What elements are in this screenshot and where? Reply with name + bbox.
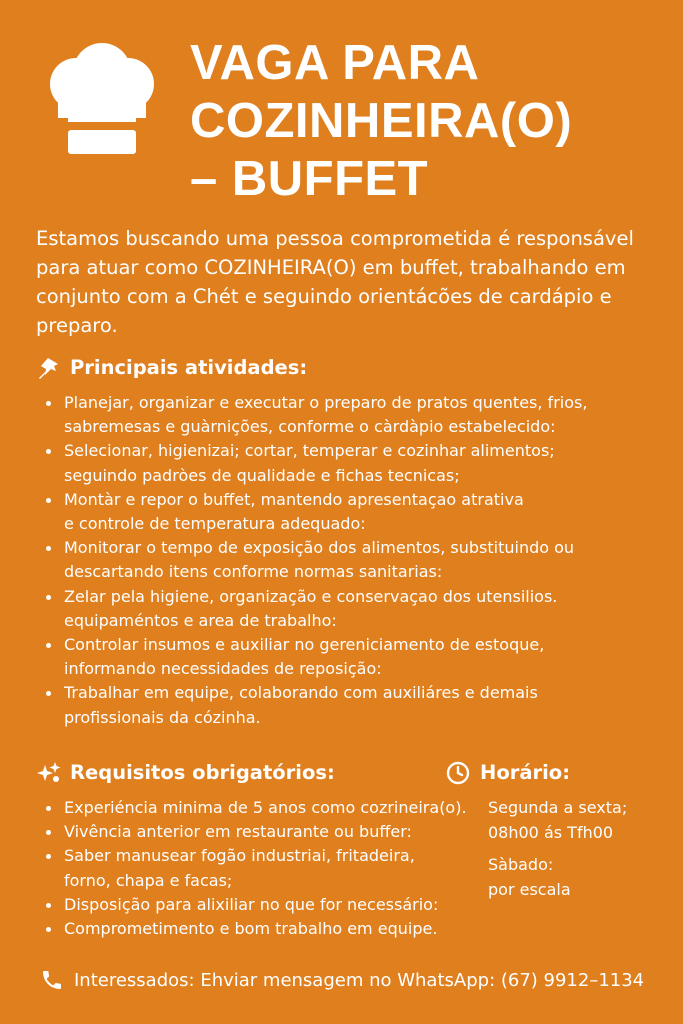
list-item [36,796,496,820]
intro-paragraph [36,224,656,340]
schedule-block [488,796,668,902]
list-item-text: seguindo padròes de qualidade e fichas tecnicas; [64,465,460,485]
intro-line: conjunto com a Chét e seguindo orientácões de cardápio e [36,285,612,308]
requirements-heading-label: Requisitos obrigatórios: [70,761,335,784]
list-item [36,536,666,584]
list-item-text: Vivência anterior em restaurante ou buffer: [64,822,412,842]
list-item-text: informando necessidades de reposição: [64,659,382,679]
contact-line [40,968,670,992]
list-item-text: descartando itens conforme normas sanitarias: [64,562,443,582]
list-item-text: Selecionar, higienizai; cortar, temperar e cozinhar alimentos; [64,441,555,461]
requirements-heading [36,761,335,785]
list-item-text: Planejar, organizar e executar o preparo de pratos quentes, frios, [64,393,588,412]
title-line-3: – BUFFET [190,152,429,206]
list-item-text: Disposição para alixiliar no que for necessário: [64,894,439,914]
clock-icon [446,761,472,785]
list-item [36,820,496,844]
list-item-text: Saber manusear fogão industriai, fritadeira, [64,846,415,866]
title-line-1: VAGA PARA [190,36,480,90]
activities-heading-label: Principais atividades: [70,356,308,379]
saturday-label: Sàbado: [488,855,554,874]
weekdays-hours: 08h00 ás Tfh00 [488,822,614,842]
intro-line: para atuar como COZINHEIRA(O) em buffet, trabalhando em [36,256,626,279]
list-item-text: Trabalhar em equipe, colaborando com auxiliáres e demais [64,683,538,703]
activities-list [36,391,666,730]
intro-line: preparo. [36,314,118,337]
schedule-heading-label: Horário: [480,761,570,784]
list-item-text: Zelar pela higiene, organização e conservaçao dos utensilios. [64,586,558,606]
list-item-text: profissionais da cózinha. [64,707,261,727]
list-item-text: forno, chapa e facas; [64,870,233,890]
saturday-hours: por escala [488,879,571,899]
list-item [36,633,666,681]
intro-line: Estamos buscando uma pessoa comprometida é responsável [36,227,634,250]
chef-hat-icon [40,40,164,164]
list-item-text: Experiéncia minima de 5 anos como cozrineira(o). [64,798,467,817]
list-item-text: Controlar insumos e auxiliar no gereniciamento de estoque, [64,635,545,655]
contact-text: Interessados: Ehviar mensagem no WhatsApp: (67) 9912–1134 [74,969,645,991]
list-item-text: Monitorar o tempo de exposição dos alimentos, substituindo ou [64,538,575,558]
weekdays-label: Segunda a sexta; [488,798,628,817]
list-item [36,439,666,487]
list-item [36,585,666,633]
list-item [36,844,496,892]
list-item-text: equipaméntos e area de trabalho: [64,610,337,630]
schedule-heading [446,761,570,785]
title-line-2: COZINHEIRA(O) [190,94,573,148]
activities-heading [36,356,307,380]
list-item-text: Comprometimento e bom trabalho em equipe. [64,919,438,939]
list-item [36,917,496,941]
list-item-text: sabremesas e guàrnições, conforme o càrdàpio estabelecido: [64,417,556,437]
page-title [190,34,660,208]
list-item-text: Montàr e repor o buffet, mantendo apresentaçao atrativa [64,489,524,509]
pin-icon [36,356,62,380]
list-item [36,488,666,536]
phone-icon [40,968,64,992]
list-item-text: e controle de temperatura adequado: [64,514,366,534]
list-item [36,391,666,439]
sparkle-icon [36,761,62,785]
list-item [36,681,666,729]
requirements-list [36,796,496,941]
list-item [36,893,496,917]
